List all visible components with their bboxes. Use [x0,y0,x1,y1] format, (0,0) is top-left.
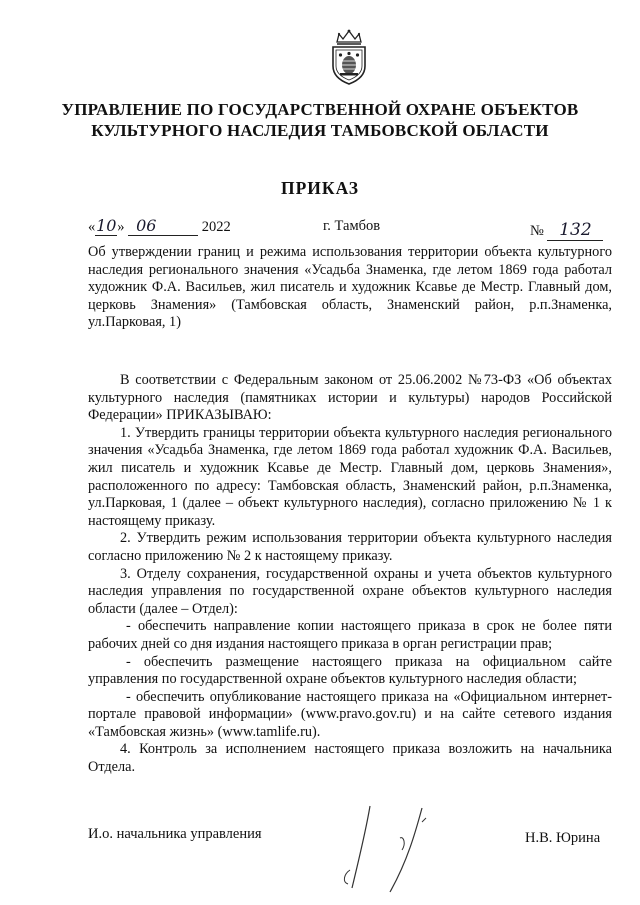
item-4: 4. Контроль за исполнением настоящего приказа возложить на начальника Отдела. [88,741,612,776]
preamble: В соответствии с Федеральным законом от 25.06.2002 №73-ФЗ «Об объектах культурного наследия (памятниках истории и культуры) народов Российской Федерации» ПРИКАЗЫВАЮ: [88,372,612,424]
order-date [88,216,231,236]
coat-of-arms-icon [327,28,371,86]
date-quote-close: » [117,219,125,235]
document-title: ПРИКАЗ [280,178,360,198]
org-name-line-1: УПРАВЛЕНИЕ ПО ГОСУДАРСТВЕННОЙ ОХРАНЕ ОБЪЕКТОВ [61,100,579,119]
item-3-bullet-3: - обеспечить опубликование настоящего приказа на «Официальном интернет-портале правовой информации» (www.pravo.gov.ru) и на сайте сетевого издания «Тамбовская жизнь» (www.tamlife.ru). [88,688,612,740]
order-body [88,372,612,777]
item-3: 3. Отделу сохранения, государственной охраны и учета объектов культурного наследия управления по государственной охране объектов культурного наследия области (далее – Отдел): [88,565,612,617]
date-year: 2022 [201,219,231,235]
handwritten-signature [330,800,450,896]
item-3-bullet-1: - обеспечить направление копии настоящего приказа в срок не более пяти рабочих дней со дня издания настоящего приказа в орган регистрации прав; [88,618,612,652]
order-number [530,220,603,241]
org-name-line-2: КУЛЬТУРНОГО НАСЛЕДИЯ ТАМБОВСКОЙ ОБЛАСТИ [91,121,549,140]
number-value: 132 [547,220,603,241]
order-subject: Об утверждении границ и режима использования территории объекта культурного наследия регионального значения «Усадьба Знаменка, где летом 1869 года работал художник Ф.А. Васильев, жил писатель и художник Ксавье де Местр. Главный дом, церковь Знамения» (Тамбовская область, Знаменский район, р.п.Знаменка, ул.Парковая, 1) [88,244,612,331]
item-1: 1. Утвердить границы территории объекта культурного наследия регионального значения «Усадьба Знаменка, где летом 1869 года работал художник Ф.А. Васильев, жил писатель и художник Ксавье де Местр. Главный дом, церковь Знамения», расположенного по адресу: Тамбовская область, Знаменский район, р.п.Знаменка, ул.Парковая, 1 (далее – объект культурного наследия), согласно приложению № 1 к настоящему приказу. [88,424,612,529]
number-label: № [530,223,544,239]
order-city: г. Тамбов [323,218,381,234]
date-day: 10 [96,216,117,235]
item-3-bullet-2: - обеспечить размещение настоящего приказа на официальном сайте управления по государственной охране объектов культурного наследия области; [88,653,612,688]
date-quote-open: « [88,219,96,235]
date-month: 06 [128,216,198,236]
signatory-name: Н.В. Юрина [525,830,601,846]
item-2: 2. Утвердить режим использования территории объекта культурного наследия согласно приложению № 2 к настоящему приказу. [88,530,612,564]
signatory-position: И.о. начальника управления [88,826,262,842]
